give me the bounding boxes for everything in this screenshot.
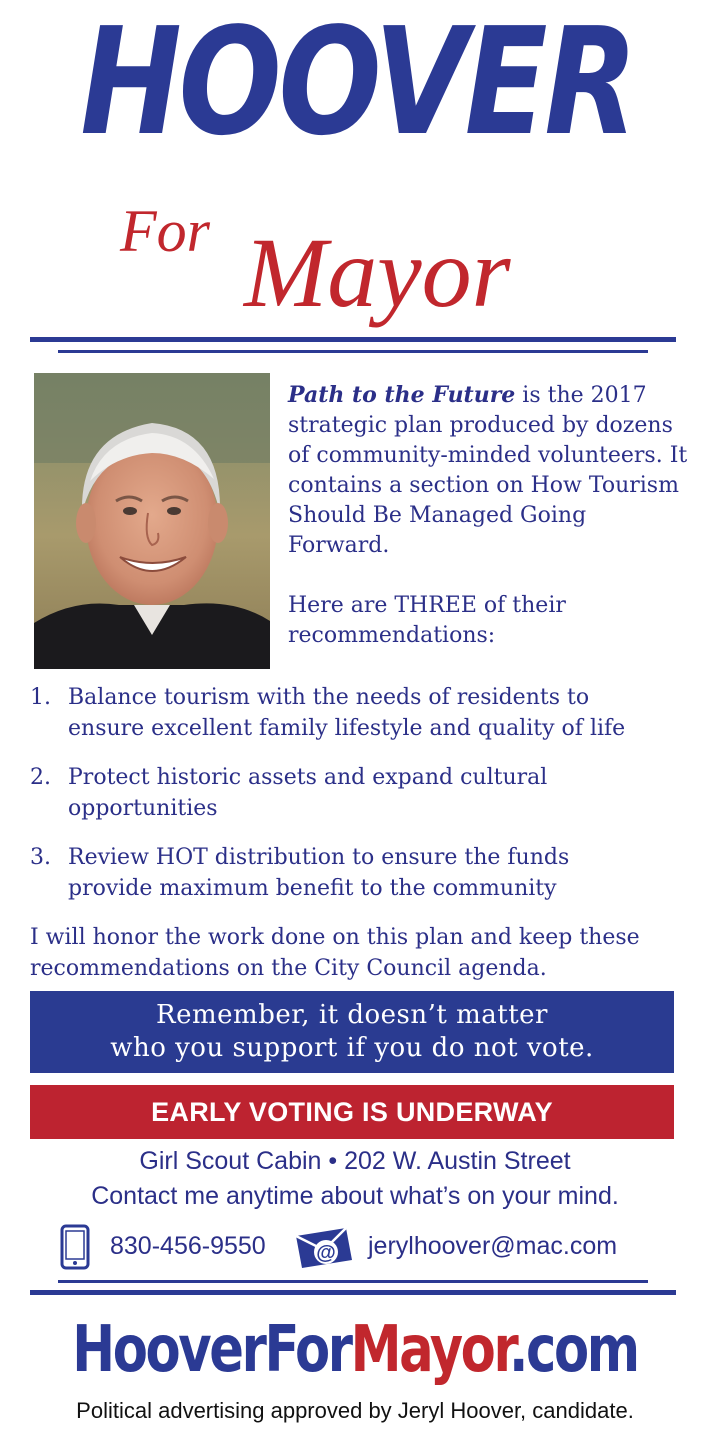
recommendation-line: opportunities: [68, 796, 218, 821]
pledge-line: recommendations on the City Council agenda.: [30, 956, 547, 981]
recommendation-item: [30, 682, 690, 744]
header-rule-top: [30, 337, 676, 342]
recommendation-line: Balance tourism with the needs of residents to: [68, 685, 590, 710]
recommendation-line: Protect historic assets and expand cultural: [68, 765, 548, 790]
candidate-portrait-photo: [34, 373, 270, 669]
phone-number[interactable]: 830-456-9550: [110, 1232, 266, 1260]
svg-text:@: @: [316, 1242, 336, 1264]
plan-description-text: is the 2017 strategic plan produced by dozens of community-minded volunteers. It contains a section on How Tourism Should Be Managed Going Forward.: [288, 383, 688, 558]
vote-reminder-line: who you support if you do not vote.: [110, 1033, 594, 1063]
intro-paragraph: [288, 380, 688, 651]
website-part: Mayor: [350, 1313, 509, 1387]
contact-note: Contact me anytime about what’s on your mind.: [91, 1182, 619, 1210]
plan-name: Path to the Future: [288, 382, 516, 408]
phone-icon: [60, 1224, 90, 1277]
email-address[interactable]: jerylhoover@mac.com: [368, 1232, 618, 1260]
envelope-at-icon: [292, 1224, 356, 1277]
website-part: For: [264, 1313, 351, 1387]
recommendation-number: 2.: [30, 765, 51, 790]
for-word: For: [120, 198, 210, 264]
recommendation-item: [30, 762, 690, 824]
recommendation-line: provide maximum benefit to the community: [68, 876, 557, 901]
recommendation-line: ensure excellent family lifestyle and quality of life: [68, 716, 626, 741]
mayor-word: Mayor: [244, 217, 511, 328]
footer-rule-bottom: [30, 1290, 676, 1295]
recommendation-number: 1.: [30, 685, 51, 710]
candidate-name-heading: HOOVER: [80, 0, 635, 168]
vote-reminder-box: [30, 991, 674, 1073]
pledge-line: I will honor the work done on this plan and keep these: [30, 925, 640, 950]
pledge-statement: [30, 922, 690, 984]
recommendation-number: 3.: [30, 845, 51, 870]
recommendations-lead-in: Here are THREE of their recommendations:: [288, 593, 566, 648]
recommendation-line: Review HOT distribution to ensure the funds: [68, 845, 570, 870]
plan-description: [288, 380, 688, 561]
campaign-website[interactable]: [71, 1310, 639, 1390]
vote-reminder-line: Remember, it doesn’t matter: [156, 1000, 548, 1030]
website-part: Hoover: [72, 1313, 265, 1387]
recommendation-item: [30, 842, 690, 904]
early-voting-banner: EARLY VOTING IS UNDERWAY: [30, 1085, 674, 1139]
footer-rule-top: [58, 1280, 648, 1283]
political-ad-disclaimer: Political advertising approved by Jeryl Hoover, candidate.: [76, 1398, 634, 1423]
header-rule-bottom: [58, 350, 648, 353]
website-part: .com: [508, 1313, 638, 1387]
contact-row: [60, 1220, 680, 1272]
voting-location: Girl Scout Cabin • 202 W. Austin Street: [139, 1147, 571, 1175]
